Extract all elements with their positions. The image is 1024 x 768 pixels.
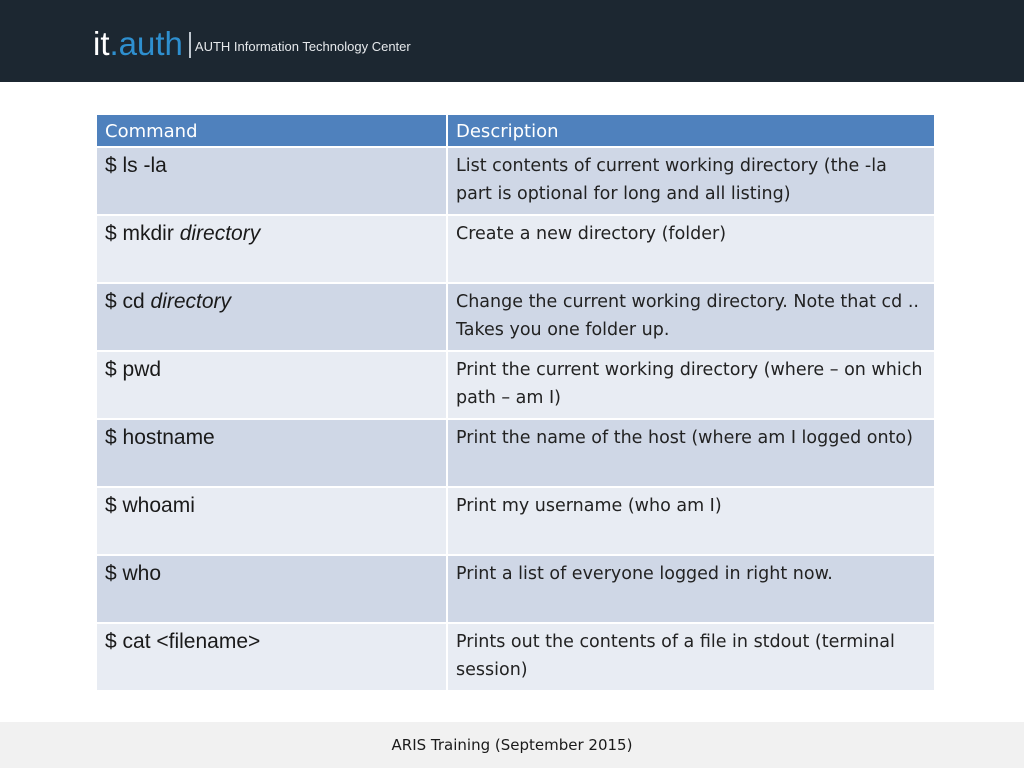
command-cell [96, 283, 447, 351]
description-cell: Print my username (who am I) [447, 487, 935, 555]
table-row [96, 487, 935, 555]
command-cell [96, 351, 447, 419]
command-text: $ hostname [105, 426, 215, 449]
table-row [96, 147, 935, 215]
table-row [96, 351, 935, 419]
logo-separator [189, 32, 191, 58]
description-cell: Print the current working directory (where – on which path – am I) [447, 351, 935, 419]
command-text: $ pwd [105, 358, 162, 381]
table-row [96, 623, 935, 691]
command-cell [96, 147, 447, 215]
command-cell [96, 623, 447, 691]
footer-text: ARIS Training (September 2015) [391, 736, 633, 754]
command-argument: directory [150, 290, 232, 313]
command-cell [96, 419, 447, 487]
table-row [96, 555, 935, 623]
table-row [96, 283, 935, 351]
description-cell: Change the current working directory. Note that cd .. Takes you one folder up. [447, 283, 935, 351]
header-bar [0, 0, 1024, 82]
command-text: $ ls -la [105, 154, 167, 177]
command-cell [96, 487, 447, 555]
table-header-row [96, 114, 935, 147]
commands-table [95, 113, 936, 692]
table-row [96, 419, 935, 487]
table-row [96, 215, 935, 283]
command-text: $ mkdir [105, 222, 180, 245]
description-cell: Create a new directory (folder) [447, 215, 935, 283]
command-cell [96, 555, 447, 623]
it-auth-logo [93, 24, 411, 67]
command-argument: directory [179, 222, 261, 245]
command-text: $ who [105, 562, 162, 585]
logo-prefix: it [93, 25, 110, 62]
footer-bar [0, 722, 1024, 768]
logo-tagline: AUTH Information Technology Center [194, 39, 411, 54]
description-cell: Prints out the contents of a file in stdout (terminal session) [447, 623, 935, 691]
logo-dot: . [109, 25, 119, 62]
description-column-header: Description [447, 114, 935, 147]
command-text: $ cat <filename> [105, 630, 261, 653]
command-text: $ cd [105, 290, 151, 313]
logo-suffix: auth [118, 25, 183, 62]
description-cell: Print a list of everyone logged in right now. [447, 555, 935, 623]
command-column-header: Command [96, 114, 447, 147]
command-cell [96, 215, 447, 283]
description-cell: Print the name of the host (where am I logged onto) [447, 419, 935, 487]
command-text: $ whoami [105, 494, 195, 517]
description-cell: List contents of current working directory (the -la part is optional for long and all listing) [447, 147, 935, 215]
